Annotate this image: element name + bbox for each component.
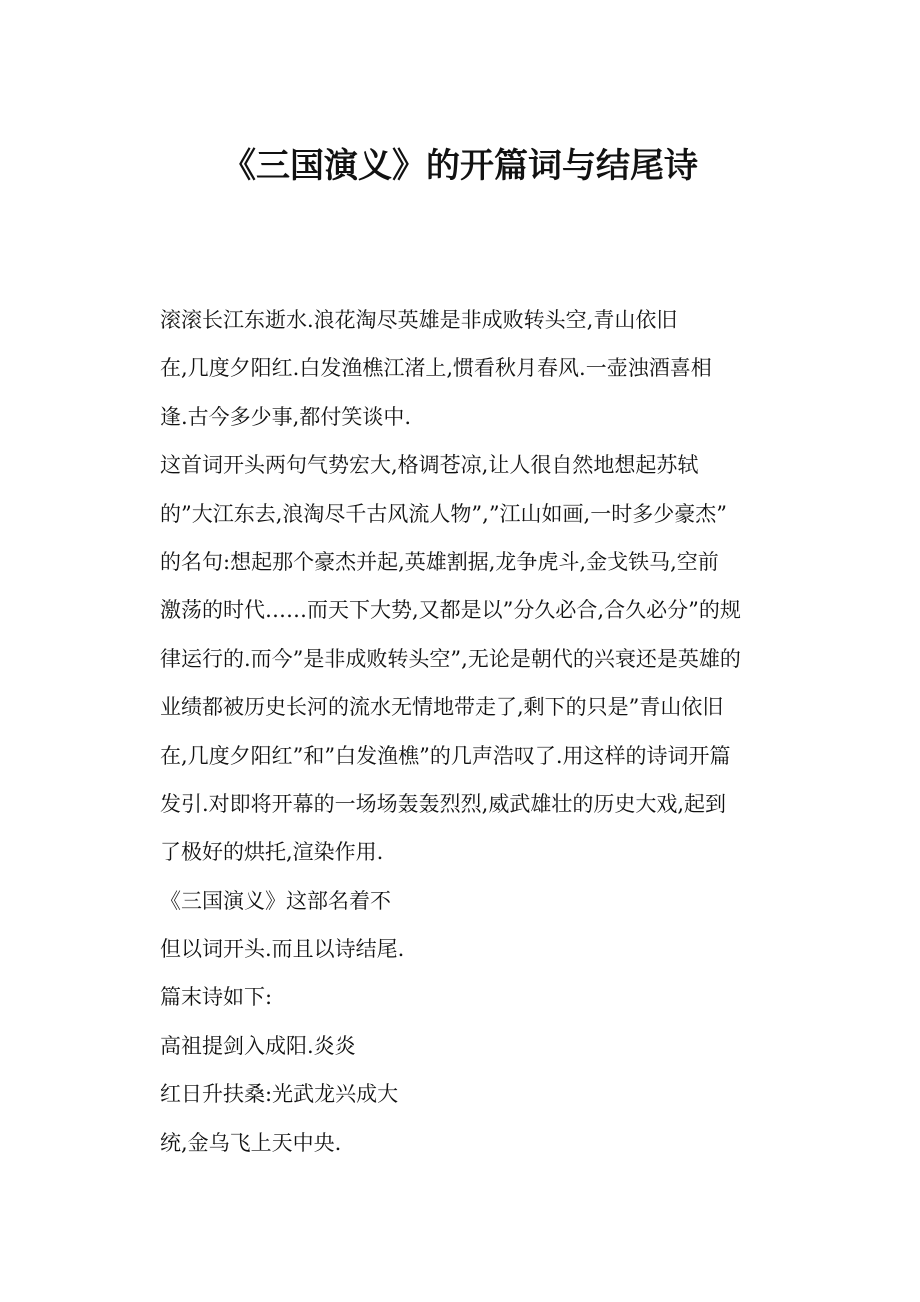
text-line: 这首词开头两句气势宏大,格调苍凉,让人很自然地想起苏轼 xyxy=(160,453,699,478)
text-line: 发引.对即将开幕的一场场轰轰烈烈,威武雄壮的历史大戏,起到 xyxy=(160,791,727,816)
text-line: 高祖提剑入成阳.炎炎 xyxy=(160,1033,356,1058)
text-line: 统,金乌飞上天中央. xyxy=(160,1130,342,1155)
text-line: 的”大江东去,浪淘尽千古风流人物”,”江山如画,一时多少豪杰” xyxy=(160,501,727,526)
text-line: 滚滚长江东逝水.浪花淘尽英雄是非成败转头空,青山依旧 xyxy=(160,308,678,332)
text-line: 篇末诗如下: xyxy=(160,985,273,1010)
document-body xyxy=(160,296,780,1167)
text-line: 但以词开头.而且以诗结尾. xyxy=(160,937,405,962)
text-line: 的名句:想起那个豪杰并起,英雄割据,龙争虎斗,金戈铁马,空前 xyxy=(160,549,719,574)
text-line: 在,几度夕阳红.白发渔樵江渚上,惯看秋月春风.一壶浊酒喜相 xyxy=(160,356,712,381)
text-line: 激荡的时代……而天下大势,又都是以”分久必合,合久必分”的规 xyxy=(160,598,741,623)
text-line: 了极好的烘托,渲染作用. xyxy=(160,840,384,865)
text-line: 逢.古今多少事,都付笑谈中. xyxy=(160,404,412,429)
document-title: 《三国演义》的开篇词与结尾诗 xyxy=(222,146,698,186)
text-line: 红日升扶桑:光武龙兴成大 xyxy=(160,1082,399,1107)
text-line: 在,几度夕阳红”和”白发渔樵”的几声浩叹了.用这样的诗词开篇 xyxy=(160,743,731,768)
text-line: 《三国演义》这部名着不 xyxy=(160,888,391,913)
text-line: 业绩都被历史长河的流水无情地带走了,剩下的只是”青山依旧 xyxy=(160,695,724,720)
text-line: 律运行的.而今”是非成败转头空”,无论是朝代的兴衰还是英雄的 xyxy=(160,646,741,671)
